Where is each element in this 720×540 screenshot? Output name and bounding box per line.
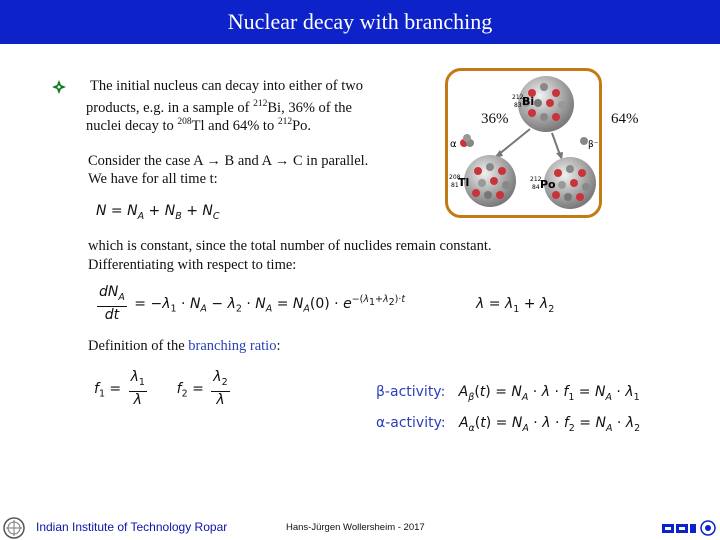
alpha-activity-row: α-activity: $A_\alpha(t) = N_A \cdot \lambda \cdot f_2 = N_A \cdot \lambda_2$ — [376, 415, 641, 434]
beta-particle-icon — [580, 137, 588, 145]
footer-institution: Indian Institute of Technology Ropar — [36, 520, 228, 534]
footer-author: Hans-Jürgen Wollersheim - 2017 — [286, 522, 425, 533]
equation-total-nuclides: $N = N_A + N_B + N_C$ — [96, 203, 220, 222]
percent-left: 36% — [481, 111, 509, 127]
svg-text:84: 84 — [532, 184, 540, 191]
decay-diagram-graphic — [448, 71, 599, 215]
tl-nucleus-icon — [464, 155, 516, 207]
equation-branching-ratios: $f_1$ = $\frac{\lambda_1}{\lambda}$ $f_2$ = $\frac{\lambda_2}{\lambda}$ — [94, 369, 228, 408]
svg-text:81: 81 — [451, 182, 459, 189]
beta-activity-row: β-activity: $A_\beta(t) = N_A \cdot \lambda \cdot f_1 = N_A \cdot \lambda_1$ — [376, 384, 640, 403]
svg-text:β⁻: β⁻ — [588, 140, 599, 150]
alpha-activity-label: α-activity: — [376, 415, 446, 431]
svg-text:83: 83 — [514, 102, 522, 109]
intro-line-3: nuclei decay to $^{208}$Tl and 64% to $^{212}$Po. — [86, 117, 312, 134]
constant-line-2: Differentiating with respect to time: — [88, 257, 297, 273]
svg-text:Tl: Tl — [458, 176, 470, 189]
svg-text:Po: Po — [540, 178, 556, 191]
bullet-diamond-icon — [52, 80, 66, 94]
percent-right: 64% — [611, 111, 639, 127]
intro-line-2: products, e.g. in a sample of $^{212}$Bi, 36% of the — [86, 99, 352, 116]
svg-text:212: 212 — [530, 176, 542, 183]
iit-ropar-logo-icon — [2, 516, 26, 540]
decay-diagram — [445, 68, 602, 218]
consider-line-1: Consider the case A → B and A → C in parallel. — [88, 153, 369, 169]
definition-line: Definition of the branching ratio: — [88, 338, 281, 354]
title-bar — [0, 0, 720, 44]
intro-line-1: The initial nucleus can decay into either of two — [90, 78, 363, 94]
constant-line-1: which is constant, since the total number of nuclides remain constant. — [88, 238, 492, 254]
equation-lambda-sum: $\lambda = \lambda_1 + \lambda_2$ — [476, 296, 555, 315]
svg-text:Bi: Bi — [522, 95, 535, 108]
svg-text:α: α — [450, 139, 457, 150]
beta-activity-label: β-activity: — [376, 384, 446, 400]
svg-text:208: 208 — [449, 174, 461, 181]
svg-text:212: 212 — [512, 94, 524, 101]
equation-derivative: $\frac{dN_A}{dt}$ = $-\lambda_1 \cdot N_A - \lambda_2 \cdot N_A = N_A(0) \cdot e^{-(\lambda_1+\lambda_2)\cdot t}$ — [99, 284, 406, 323]
gsi-logo-icon — [660, 518, 718, 538]
slide-title: Nuclear decay with branching — [227, 9, 493, 34]
alpha-particle-icon — [460, 134, 474, 147]
consider-line-2: We have for all time t: — [88, 171, 218, 187]
